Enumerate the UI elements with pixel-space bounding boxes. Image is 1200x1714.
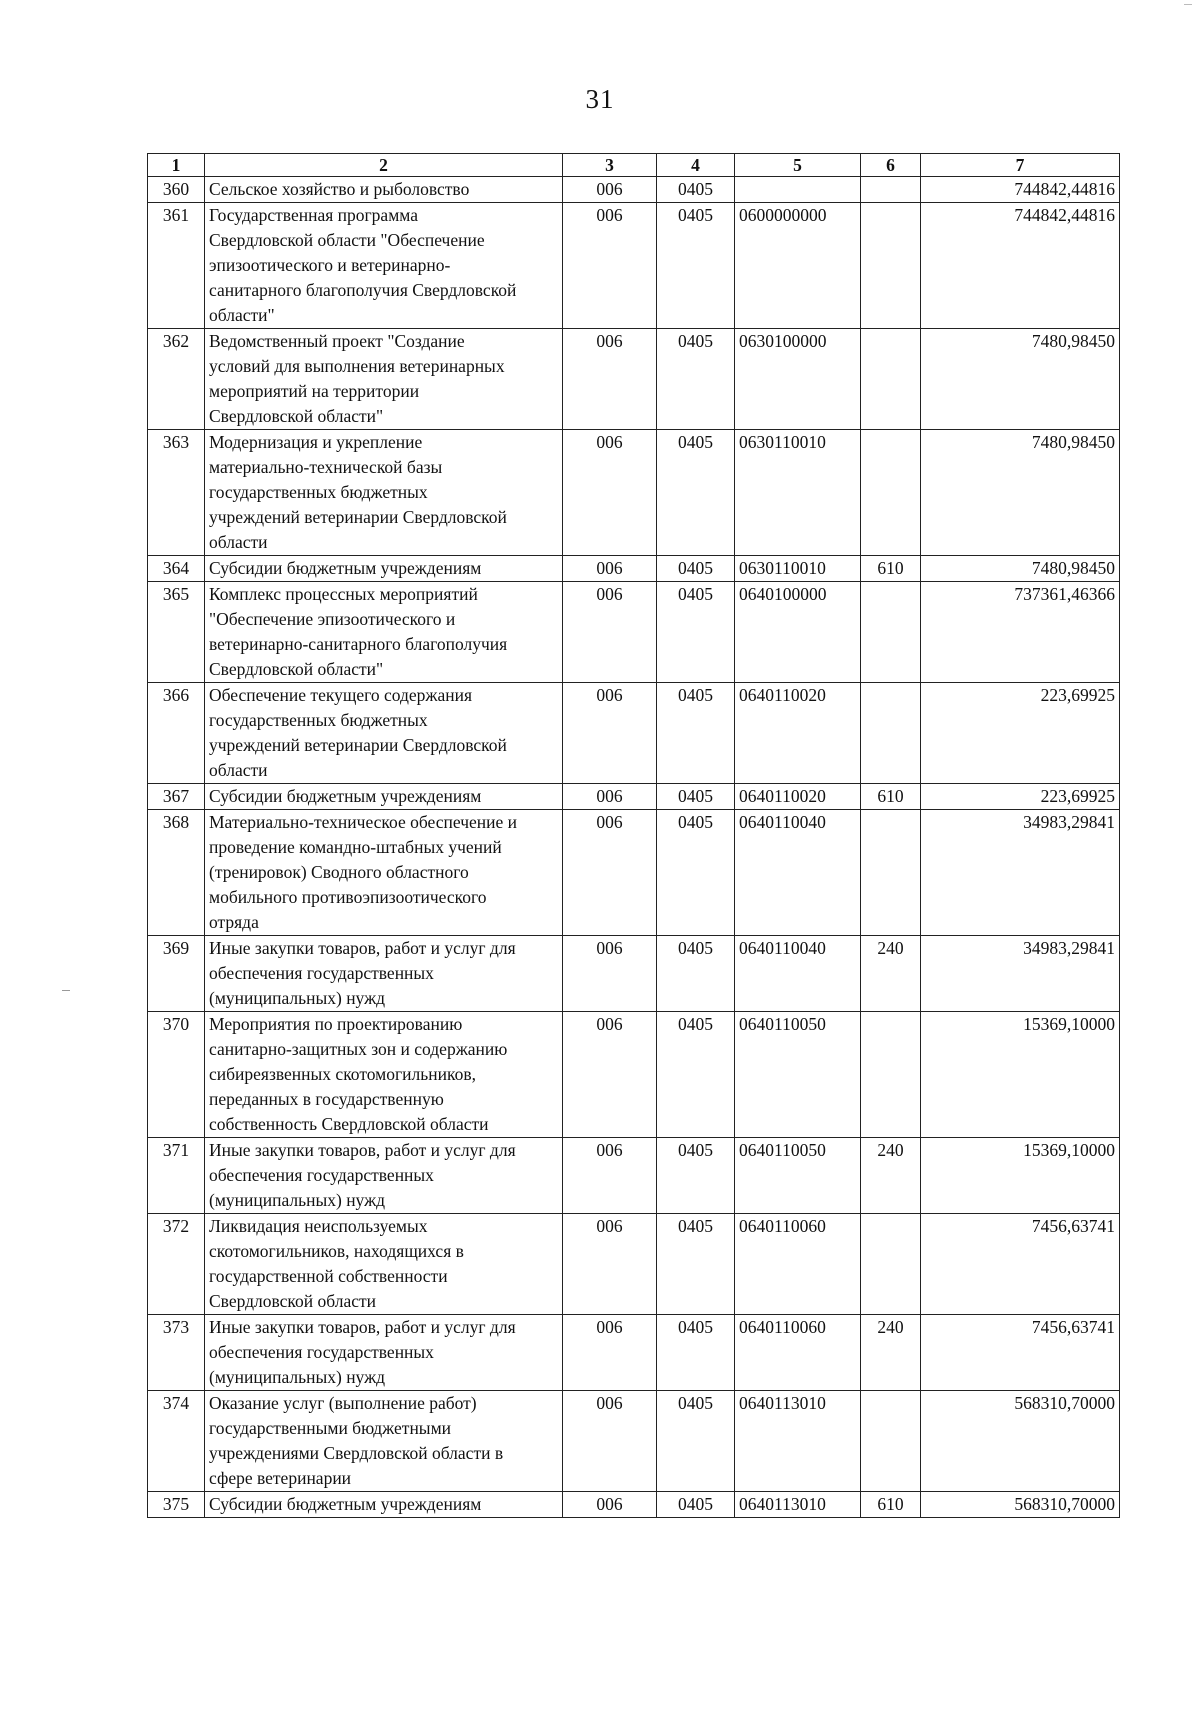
expense-name: Сельское хозяйство и рыболовство (205, 177, 563, 203)
target-article-code: 0640110020 (735, 784, 861, 810)
section-code: 0405 (657, 810, 735, 936)
expense-type-code: 240 (861, 936, 921, 1012)
header-row (148, 154, 1120, 177)
department-code: 006 (563, 556, 657, 582)
row-number: 365 (148, 582, 205, 683)
section-code: 0405 (657, 329, 735, 430)
column-header: 6 (861, 154, 921, 177)
expense-type-code (861, 177, 921, 203)
table-row (148, 1012, 1120, 1138)
amount: 7456,63741 (921, 1315, 1120, 1391)
row-number: 370 (148, 1012, 205, 1138)
department-code: 006 (563, 203, 657, 329)
table-row (148, 1492, 1120, 1518)
row-number: 374 (148, 1391, 205, 1492)
expense-type-code (861, 1214, 921, 1315)
table-row (148, 1138, 1120, 1214)
row-number: 360 (148, 177, 205, 203)
department-code: 006 (563, 1214, 657, 1315)
row-number: 362 (148, 329, 205, 430)
department-code: 006 (563, 1315, 657, 1391)
target-article-code: 0640110050 (735, 1138, 861, 1214)
department-code: 006 (563, 177, 657, 203)
budget-table (147, 153, 1120, 1518)
amount: 223,69925 (921, 784, 1120, 810)
target-article-code: 0640110040 (735, 810, 861, 936)
amount: 737361,46366 (921, 582, 1120, 683)
department-code: 006 (563, 784, 657, 810)
amount: 34983,29841 (921, 936, 1120, 1012)
expense-name: Субсидии бюджетным учреждениям (205, 556, 563, 582)
table-row (148, 556, 1120, 582)
expense-name: Иные закупки товаров, работ и услуг для обеспечения государственных (муниципальных) нужд (205, 1315, 563, 1391)
amount: 568310,70000 (921, 1492, 1120, 1518)
section-code: 0405 (657, 1391, 735, 1492)
row-number: 364 (148, 556, 205, 582)
expense-type-code: 610 (861, 784, 921, 810)
row-number: 371 (148, 1138, 205, 1214)
section-code: 0405 (657, 936, 735, 1012)
section-code: 0405 (657, 1012, 735, 1138)
target-article-code: 0640113010 (735, 1492, 861, 1518)
expense-type-code: 610 (861, 556, 921, 582)
department-code: 006 (563, 1012, 657, 1138)
amount: 15369,10000 (921, 1138, 1120, 1214)
expense-name: Иные закупки товаров, работ и услуг для обеспечения государственных (муниципальных) нужд (205, 936, 563, 1012)
amount: 568310,70000 (921, 1391, 1120, 1492)
table-row (148, 582, 1120, 683)
target-article-code: 0640113010 (735, 1391, 861, 1492)
table-row (148, 784, 1120, 810)
scan-speck (62, 990, 70, 991)
table-row (148, 1214, 1120, 1315)
amount: 744842,44816 (921, 177, 1120, 203)
expense-type-code (861, 683, 921, 784)
expense-name: Модернизация и укрепление материально-технической базы государственных бюджетных учреждений ветеринарии Свердловской области (205, 430, 563, 556)
column-header: 4 (657, 154, 735, 177)
scan-mark (1184, 4, 1192, 5)
section-code: 0405 (657, 177, 735, 203)
section-code: 0405 (657, 1138, 735, 1214)
target-article-code: 0640110060 (735, 1214, 861, 1315)
target-article-code: 0640110040 (735, 936, 861, 1012)
expense-type-code (861, 430, 921, 556)
expense-type-code (861, 810, 921, 936)
row-number: 368 (148, 810, 205, 936)
row-number: 373 (148, 1315, 205, 1391)
amount: 744842,44816 (921, 203, 1120, 329)
department-code: 006 (563, 1492, 657, 1518)
amount: 34983,29841 (921, 810, 1120, 936)
expense-type-code (861, 582, 921, 683)
column-header: 2 (205, 154, 563, 177)
row-number: 369 (148, 936, 205, 1012)
table-row (148, 177, 1120, 203)
section-code: 0405 (657, 1214, 735, 1315)
row-number: 367 (148, 784, 205, 810)
amount: 223,69925 (921, 683, 1120, 784)
column-header: 7 (921, 154, 1120, 177)
table-row (148, 430, 1120, 556)
expense-type-code: 240 (861, 1315, 921, 1391)
amount: 7480,98450 (921, 430, 1120, 556)
column-header: 5 (735, 154, 861, 177)
target-article-code: 0630110010 (735, 430, 861, 556)
expense-type-code: 240 (861, 1138, 921, 1214)
target-article-code: 0630100000 (735, 329, 861, 430)
expense-name: Мероприятия по проектированию санитарно-защитных зон и содержанию сибиреязвенных скотомогильников, переданных в государственную собственность Свердловской области (205, 1012, 563, 1138)
column-header: 3 (563, 154, 657, 177)
department-code: 006 (563, 810, 657, 936)
row-number: 363 (148, 430, 205, 556)
expense-name: Обеспечение текущего содержания государственных бюджетных учреждений ветеринарии Свердловской области (205, 683, 563, 784)
table-row (148, 329, 1120, 430)
section-code: 0405 (657, 430, 735, 556)
table-body (148, 177, 1120, 1518)
table-row (148, 810, 1120, 936)
section-code: 0405 (657, 683, 735, 784)
section-code: 0405 (657, 556, 735, 582)
target-article-code: 0630110010 (735, 556, 861, 582)
expense-name: Субсидии бюджетным учреждениям (205, 784, 563, 810)
expense-name: Ведомственный проект "Создание условий для выполнения ветеринарных мероприятий на территории Свердловской области" (205, 329, 563, 430)
table-row (148, 1391, 1120, 1492)
expense-name: Государственная программа Свердловской области "Обеспечение эпизоотического и ветеринарно- санитарного благополучия Свердловской области" (205, 203, 563, 329)
target-article-code: 0640110020 (735, 683, 861, 784)
department-code: 006 (563, 329, 657, 430)
section-code: 0405 (657, 784, 735, 810)
department-code: 006 (563, 683, 657, 784)
department-code: 006 (563, 430, 657, 556)
table-row (148, 683, 1120, 784)
expense-name: Иные закупки товаров, работ и услуг для обеспечения государственных (муниципальных) нужд (205, 1138, 563, 1214)
section-code: 0405 (657, 582, 735, 683)
row-number: 375 (148, 1492, 205, 1518)
expense-name: Ликвидация неиспользуемых скотомогильников, находящихся в государственной собственности Свердловской области (205, 1214, 563, 1315)
expense-name: Субсидии бюджетным учреждениям (205, 1492, 563, 1518)
department-code: 006 (563, 1391, 657, 1492)
row-number: 372 (148, 1214, 205, 1315)
section-code: 0405 (657, 1492, 735, 1518)
expense-name: Оказание услуг (выполнение работ) государственными бюджетными учреждениями Свердловской области в сфере ветеринарии (205, 1391, 563, 1492)
expense-type-code (861, 1391, 921, 1492)
expense-type-code (861, 329, 921, 430)
amount: 7456,63741 (921, 1214, 1120, 1315)
target-article-code: 0640110050 (735, 1012, 861, 1138)
section-code: 0405 (657, 203, 735, 329)
page-number: 31 (585, 84, 615, 114)
table-header (148, 154, 1120, 177)
table-row (148, 936, 1120, 1012)
expense-type-code (861, 203, 921, 329)
expense-type-code: 610 (861, 1492, 921, 1518)
section-code: 0405 (657, 1315, 735, 1391)
target-article-code (735, 177, 861, 203)
target-article-code: 0640100000 (735, 582, 861, 683)
column-header: 1 (148, 154, 205, 177)
expense-name: Материально-техническое обеспечение и проведение командно-штабных учений (тренировок) Сводного областного мобильного противоэпизоотического отряда (205, 810, 563, 936)
department-code: 006 (563, 936, 657, 1012)
department-code: 006 (563, 1138, 657, 1214)
table-row (148, 1315, 1120, 1391)
target-article-code: 0640110060 (735, 1315, 861, 1391)
target-article-code: 0600000000 (735, 203, 861, 329)
expense-type-code (861, 1012, 921, 1138)
table-row (148, 203, 1120, 329)
department-code: 006 (563, 582, 657, 683)
amount: 15369,10000 (921, 1012, 1120, 1138)
amount: 7480,98450 (921, 329, 1120, 430)
amount: 7480,98450 (921, 556, 1120, 582)
row-number: 361 (148, 203, 205, 329)
row-number: 366 (148, 683, 205, 784)
expense-name: Комплекс процессных мероприятий "Обеспечение эпизоотического и ветеринарно-санитарного благополучия Свердловской области" (205, 582, 563, 683)
